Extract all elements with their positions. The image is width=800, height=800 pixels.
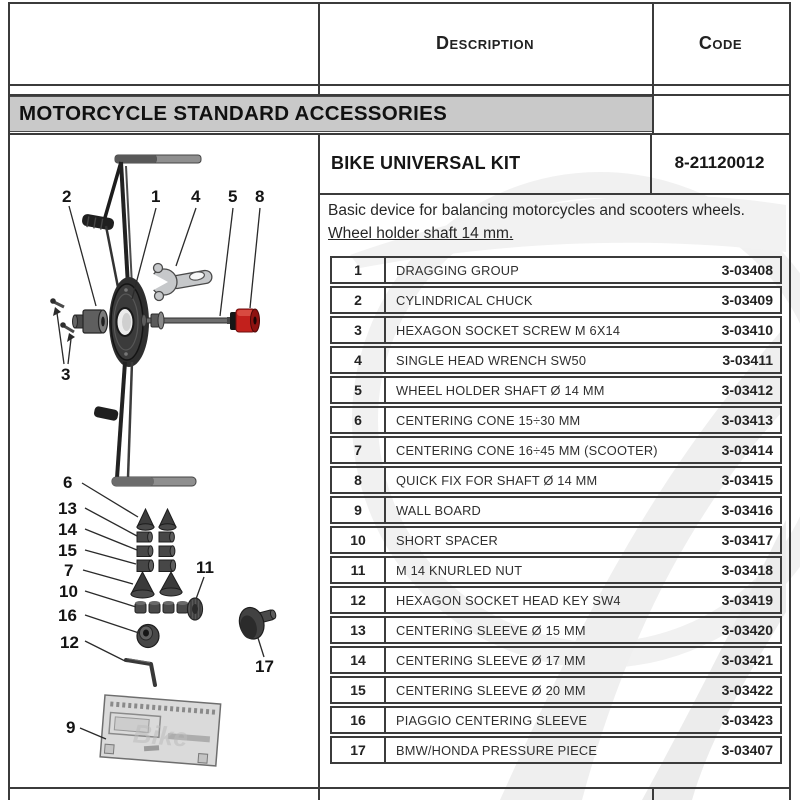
- grid-line: [789, 2, 791, 800]
- part-code: 3-03417: [721, 532, 773, 548]
- grid-line: [652, 2, 654, 133]
- part-code: 3-03423: [721, 712, 773, 728]
- callout-14: 14: [58, 520, 77, 539]
- part-number: 10: [332, 528, 386, 552]
- grid-line: [8, 94, 791, 96]
- part-code: 3-03408: [721, 262, 773, 278]
- part-description: CENTERING SLEEVE Ø 15 MM: [396, 622, 586, 638]
- centering-sleeves-illustration: [137, 532, 176, 572]
- callout-3: 3: [61, 365, 71, 384]
- exploded-view-diagram: [8, 136, 318, 787]
- centering-cones-large-illustration: [131, 572, 182, 598]
- part-description: HEXAGON SOCKET HEAD KEY SW4: [396, 592, 621, 608]
- grid-line: [652, 787, 654, 800]
- part-code: 3-03421: [721, 652, 773, 668]
- callout-10: 10: [59, 582, 78, 601]
- table-row: [330, 556, 782, 584]
- callout-15: 15: [58, 541, 77, 560]
- callout-16: 16: [58, 606, 77, 625]
- wrench-illustration: [148, 264, 213, 301]
- part-number: 11: [332, 558, 386, 582]
- part-code: 3-03416: [721, 502, 773, 518]
- table-row: [330, 616, 782, 644]
- part-description: M 14 KNURLED NUT: [396, 562, 523, 578]
- table-row: [330, 496, 782, 524]
- wheel-holder-shaft-illustration: [142, 312, 233, 329]
- part-number: 16: [332, 708, 386, 732]
- part-description: CENTERING CONE 15÷30 MM: [396, 412, 581, 428]
- callout-8: 8: [255, 187, 265, 206]
- callout-12: 12: [60, 633, 79, 652]
- section-title-band: [8, 96, 654, 132]
- grid-line: [318, 787, 320, 800]
- part-description: CENTERING SLEEVE Ø 17 MM: [396, 652, 586, 668]
- pressure-piece-illustration: [236, 601, 281, 642]
- part-description: BMW/HONDA PRESSURE PIECE: [396, 742, 598, 758]
- part-number: 15: [332, 678, 386, 702]
- kit-summary-line2: Wheel holder shaft 14 mm.: [328, 225, 514, 242]
- part-code: 3-03418: [721, 562, 773, 578]
- part-number: 5: [332, 378, 386, 402]
- part-description: QUICK FIX FOR SHAFT Ø 14 MM: [396, 472, 598, 488]
- table-row: [330, 406, 782, 434]
- grid-line: [8, 2, 791, 4]
- part-number: 9: [332, 498, 386, 522]
- part-description: CENTERING SLEEVE Ø 20 MM: [396, 682, 586, 698]
- part-code: 3-03414: [721, 442, 773, 458]
- grid-line: [650, 133, 652, 195]
- table-row: [330, 316, 782, 344]
- hex-key-illustration: [126, 659, 155, 686]
- kit-code: 8-21120012: [674, 153, 765, 172]
- callout-11: 11: [196, 558, 214, 577]
- part-description: SINGLE HEAD WRENCH SW50: [396, 352, 587, 368]
- callout-1: 1: [151, 187, 161, 206]
- part-number: 14: [332, 648, 386, 672]
- piaggio-sleeve-illustration: [137, 625, 159, 648]
- short-spacers-illustration: [135, 601, 188, 613]
- part-description: SHORT SPACER: [396, 532, 498, 548]
- part-code: 3-03407: [721, 742, 773, 758]
- part-number: 1: [332, 258, 386, 282]
- callout-13: 13: [58, 499, 77, 518]
- section-title: MOTORCYCLE STANDARD ACCESSORIES: [19, 102, 448, 125]
- part-number: 3: [332, 318, 386, 342]
- part-number: 6: [332, 408, 386, 432]
- part-description: WHEEL HOLDER SHAFT Ø 14 MM: [396, 382, 605, 398]
- table-row: [330, 346, 782, 374]
- callout-17: 17: [255, 657, 274, 676]
- callout-9: 9: [66, 718, 76, 737]
- cylindrical-chuck-illustration: [73, 310, 108, 333]
- part-code: 3-03415: [721, 472, 773, 488]
- grid-line: [318, 2, 320, 95]
- table-row: [330, 466, 782, 494]
- callout-5: 5: [228, 187, 238, 206]
- parts-table: [330, 256, 782, 766]
- part-number: 13: [332, 618, 386, 642]
- grid-line: [8, 2, 10, 800]
- part-number: 4: [332, 348, 386, 372]
- part-description: PIAGGIO CENTERING SLEEVE: [396, 712, 588, 728]
- part-description: CYLINDRICAL CHUCK: [396, 292, 533, 308]
- grid-line: [8, 787, 791, 789]
- part-code: 3-03413: [721, 412, 773, 428]
- part-code: 3-03411: [722, 352, 773, 368]
- table-row: [330, 646, 782, 674]
- part-code: 3-03420: [721, 622, 773, 638]
- part-number: 17: [332, 738, 386, 762]
- knurled-nut-illustration: [188, 598, 203, 620]
- table-row: [330, 436, 782, 464]
- kit-summary-line1: Basic device for balancing motorcycles and scooters wheels.: [328, 202, 745, 219]
- table-row: [330, 526, 782, 554]
- part-description: DRAGGING GROUP: [396, 262, 519, 278]
- grid-line: [318, 133, 320, 787]
- board-watermark-text: Bike: [131, 718, 190, 753]
- quick-fix-knob-illustration: [230, 309, 260, 332]
- table-row: [330, 286, 782, 314]
- table-row: [330, 256, 782, 284]
- part-code: 3-03412: [721, 382, 773, 398]
- kit-summary: [328, 199, 784, 253]
- part-code: 3-03409: [721, 292, 773, 308]
- callout-4: 4: [191, 187, 201, 206]
- wall-board-illustration: [100, 695, 221, 766]
- part-code: 3-03410: [721, 322, 773, 338]
- table-row: [330, 706, 782, 734]
- part-number: 7: [332, 438, 386, 462]
- table-row: [330, 736, 782, 764]
- callout-2: 2: [62, 187, 72, 206]
- table-row: [330, 586, 782, 614]
- grid-line: [8, 84, 791, 86]
- part-description: CENTERING CONE 16÷45 MM (SCOOTER): [396, 442, 658, 458]
- column-header-description: Description: [436, 32, 534, 53]
- callout-6: 6: [63, 473, 73, 492]
- part-number: 8: [332, 468, 386, 492]
- grid-line: [8, 133, 791, 135]
- grid-line: [318, 193, 791, 195]
- part-number: 2: [332, 288, 386, 312]
- part-description: HEXAGON SOCKET SCREW M 6X14: [396, 322, 621, 338]
- part-code: 3-03419: [721, 592, 773, 608]
- kit-title: BIKE UNIVERSAL KIT: [331, 152, 521, 173]
- part-code: 3-03422: [721, 682, 773, 698]
- table-row: [330, 376, 782, 404]
- centering-cones-small-illustration: [137, 509, 176, 530]
- part-description: WALL BOARD: [396, 502, 481, 518]
- table-row: [330, 676, 782, 704]
- part-number: 12: [332, 588, 386, 612]
- callout-7: 7: [64, 561, 74, 580]
- column-header-code: Code: [698, 32, 743, 53]
